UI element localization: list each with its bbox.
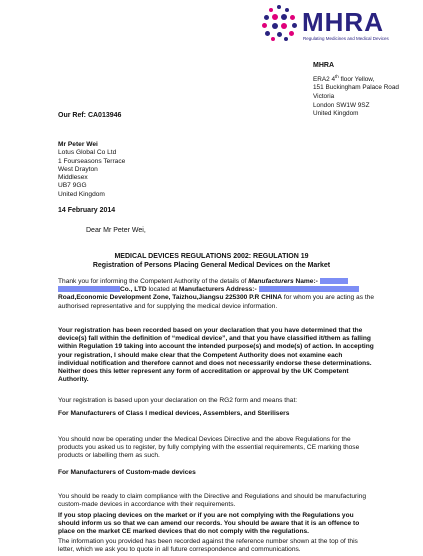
recipient-line: 1 Fourseasons Terrace <box>58 157 126 165</box>
address-line: 151 Buckingham Palace Road <box>313 84 399 92</box>
sender-org: MHRA <box>313 62 334 69</box>
paragraph-class-i: You should now be operating under the Medical Devices Directive and the above Regulations for the products you asked us to register, by fully complying with the essential requirements, CE marking those products or labelling them as such. <box>58 436 360 460</box>
recipient-line: Middlesex <box>58 174 88 182</box>
address-line: London SW1W 9SZ <box>313 101 370 109</box>
letter-subheading: Registration of Persons Placing General Medical Devices on the Market <box>92 262 331 269</box>
logo-wordmark: MHRA <box>302 7 384 37</box>
recipient-line: West Drayton <box>58 165 98 173</box>
paragraph-stop-placing: If you stop placing devices on the market or if you are not complying with the Regulations you should inform us so that we can amend our records. You should be aware that it is an offence to place on the market CE marked devices that do not comply with the regulations. <box>58 512 360 536</box>
recipient-address <box>58 141 125 199</box>
salutation: Dear Mr Peter Wei, <box>86 227 146 234</box>
mhra-logo <box>260 3 420 47</box>
sender-address <box>313 62 399 119</box>
address-line: ERA2 4th floor Yellow, <box>313 73 375 83</box>
redaction-mark <box>259 286 359 292</box>
our-reference: Our Ref: CA013946 <box>58 112 122 119</box>
paragraph-reference: The information you provided has been recorded against the reference number shown at the top of this letter, which we ask you to quote in all future correspondence and communications. <box>58 538 358 554</box>
redaction-mark <box>320 278 348 284</box>
letter-heading: MEDICAL DEVICES REGULATIONS 2002: REGULATION 19 <box>114 253 309 260</box>
logo-tagline: Regulating Medicines and Medical Devices <box>303 36 389 41</box>
redaction-mark <box>58 286 120 292</box>
paragraph-declaration: Your registration has been recorded based on your declaration that you have determined that the device(s) fall within the definition of “medical device”, and that you have classified it/them as falling within Regulation 19 taking into account the intended purpose(s) and mode(s) of action. In accepting your registration, I should make clear that the Competent Authority does not examine each individual notification and therefore cannot and does not necessarily endorse these determinations. Neither does this letter represent any form of accreditation or approval by the UK Competent Authority. <box>58 327 374 384</box>
paragraph-intro: Thank you for informing the Competent Authority of the details of Manufacturers Name:- Co., LTD located at Manufacturers Address:- Road,Economic Development Zone, Taizhou,Jiangsu 225300 P.R CHINA for whom you are acting as the authorised representative and for supplying the medical device information. <box>58 278 374 310</box>
address-line: United Kingdom <box>313 110 359 118</box>
paragraph-basis: Your registration is based upon your declaration on the RG2 form and means that: <box>58 397 298 404</box>
recipient-name: Mr Peter Wei <box>58 141 98 148</box>
recipient-line: United Kingdom <box>58 190 105 198</box>
section-heading-custom: For Manufacturers of Custom-made devices <box>58 469 196 476</box>
recipient-line: UB7 9GG <box>58 182 87 190</box>
dots-emblem-icon <box>260 3 300 43</box>
letter-date: 14 February 2014 <box>58 207 116 214</box>
paragraph-custom: You should be ready to claim compliance with the Directive and Regulations and should be manufacturing custom-made devices in accordance with their requirements. <box>58 493 367 509</box>
recipient-line: Lotus Global Co Ltd <box>58 149 117 157</box>
address-line: Victoria <box>313 92 335 100</box>
section-heading-class-i: For Manufacturers of Class I medical devices, Assemblers, and Sterilisers <box>58 410 290 417</box>
